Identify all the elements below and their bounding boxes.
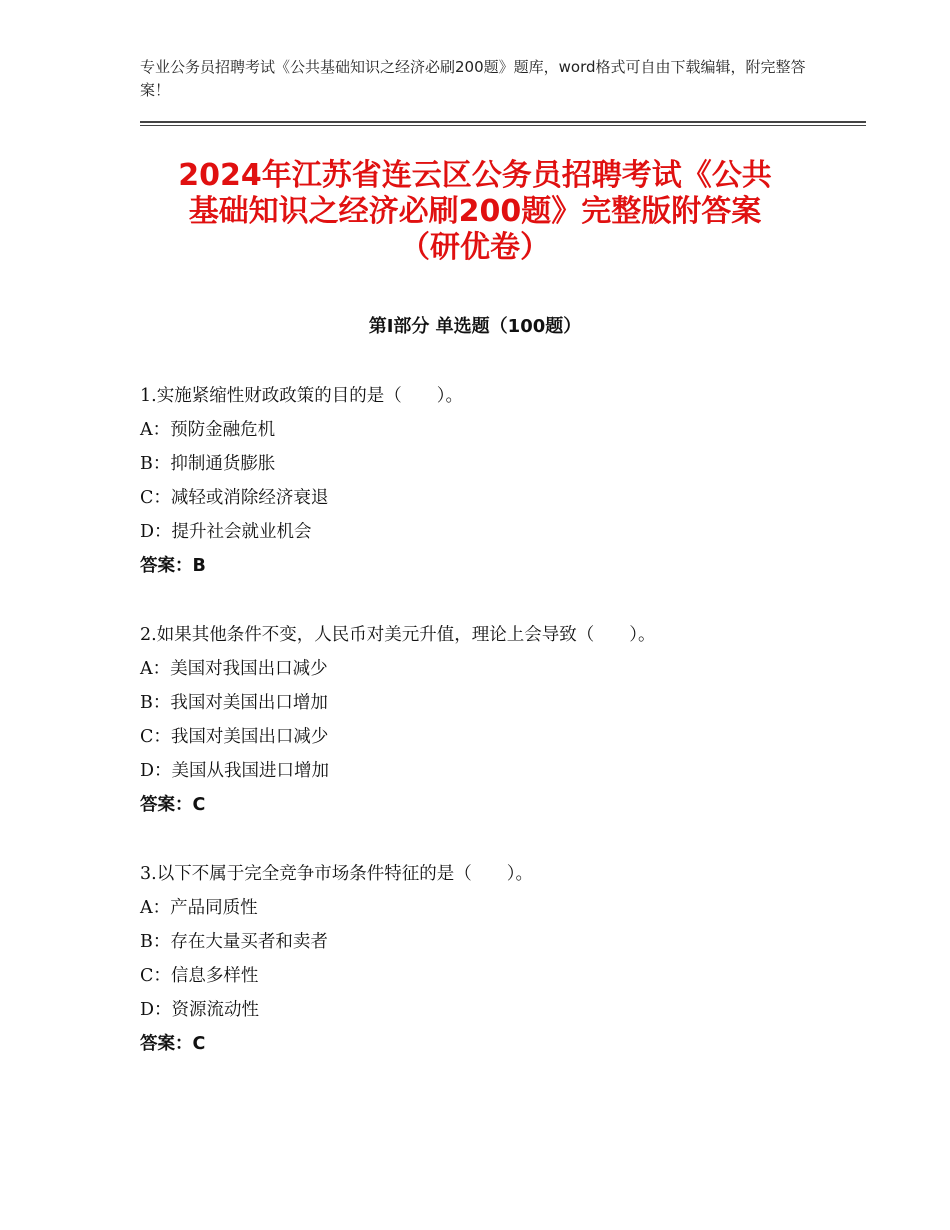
option-b: B：存在大量买者和卖者 [140, 932, 328, 952]
option-d: D：美国从我国进口增加 [140, 761, 330, 781]
answer-line: 答案：C [140, 1034, 206, 1054]
question-stem: 2.如果其他条件不变，人民币对美元升值，理论上会导致（ ）。 [140, 625, 656, 645]
question-block-1 [140, 379, 860, 583]
option-a: A：预防金融危机 [140, 420, 276, 440]
option-c: C：减轻或消除经济衰退 [140, 488, 329, 508]
question-block-3 [140, 857, 860, 1061]
title-line-2: 基础知识之经济必刷200题》完整版附答案 [188, 194, 762, 229]
section-heading: 第Ⅰ部分 单选题（100题） [368, 316, 582, 337]
option-c: C：我国对美国出口减少 [140, 727, 329, 747]
header-divider-thick [140, 121, 866, 123]
answer-line: 答案：C [140, 795, 206, 815]
option-a: A：美国对我国出口减少 [140, 659, 328, 679]
document-title [120, 158, 830, 266]
title-line-3: （研优卷） [400, 230, 550, 265]
question-block-2 [140, 618, 860, 822]
option-c: C：信息多样性 [140, 966, 259, 986]
header-note: 专业公务员招聘考试《公共基础知识之经济必刷200题》题库，word格式可自由下载编辑，附完整答案！ [140, 58, 806, 99]
option-d: D：资源流动性 [140, 1000, 260, 1020]
answer-line: 答案：B [140, 556, 206, 576]
option-a: A：产品同质性 [140, 898, 258, 918]
question-stem: 1.实施紧缩性财政政策的目的是（ ）。 [140, 386, 463, 406]
option-b: B：抑制通货膨胀 [140, 454, 276, 474]
option-d: D：提升社会就业机会 [140, 522, 312, 542]
title-line-1: 2024年江苏省连云区公务员招聘考试《公共 [178, 158, 772, 193]
question-stem: 3.以下不属于完全竞争市场条件特征的是（ ）。 [140, 864, 533, 884]
header-divider-thin [140, 125, 866, 126]
option-b: B：我国对美国出口增加 [140, 693, 328, 713]
